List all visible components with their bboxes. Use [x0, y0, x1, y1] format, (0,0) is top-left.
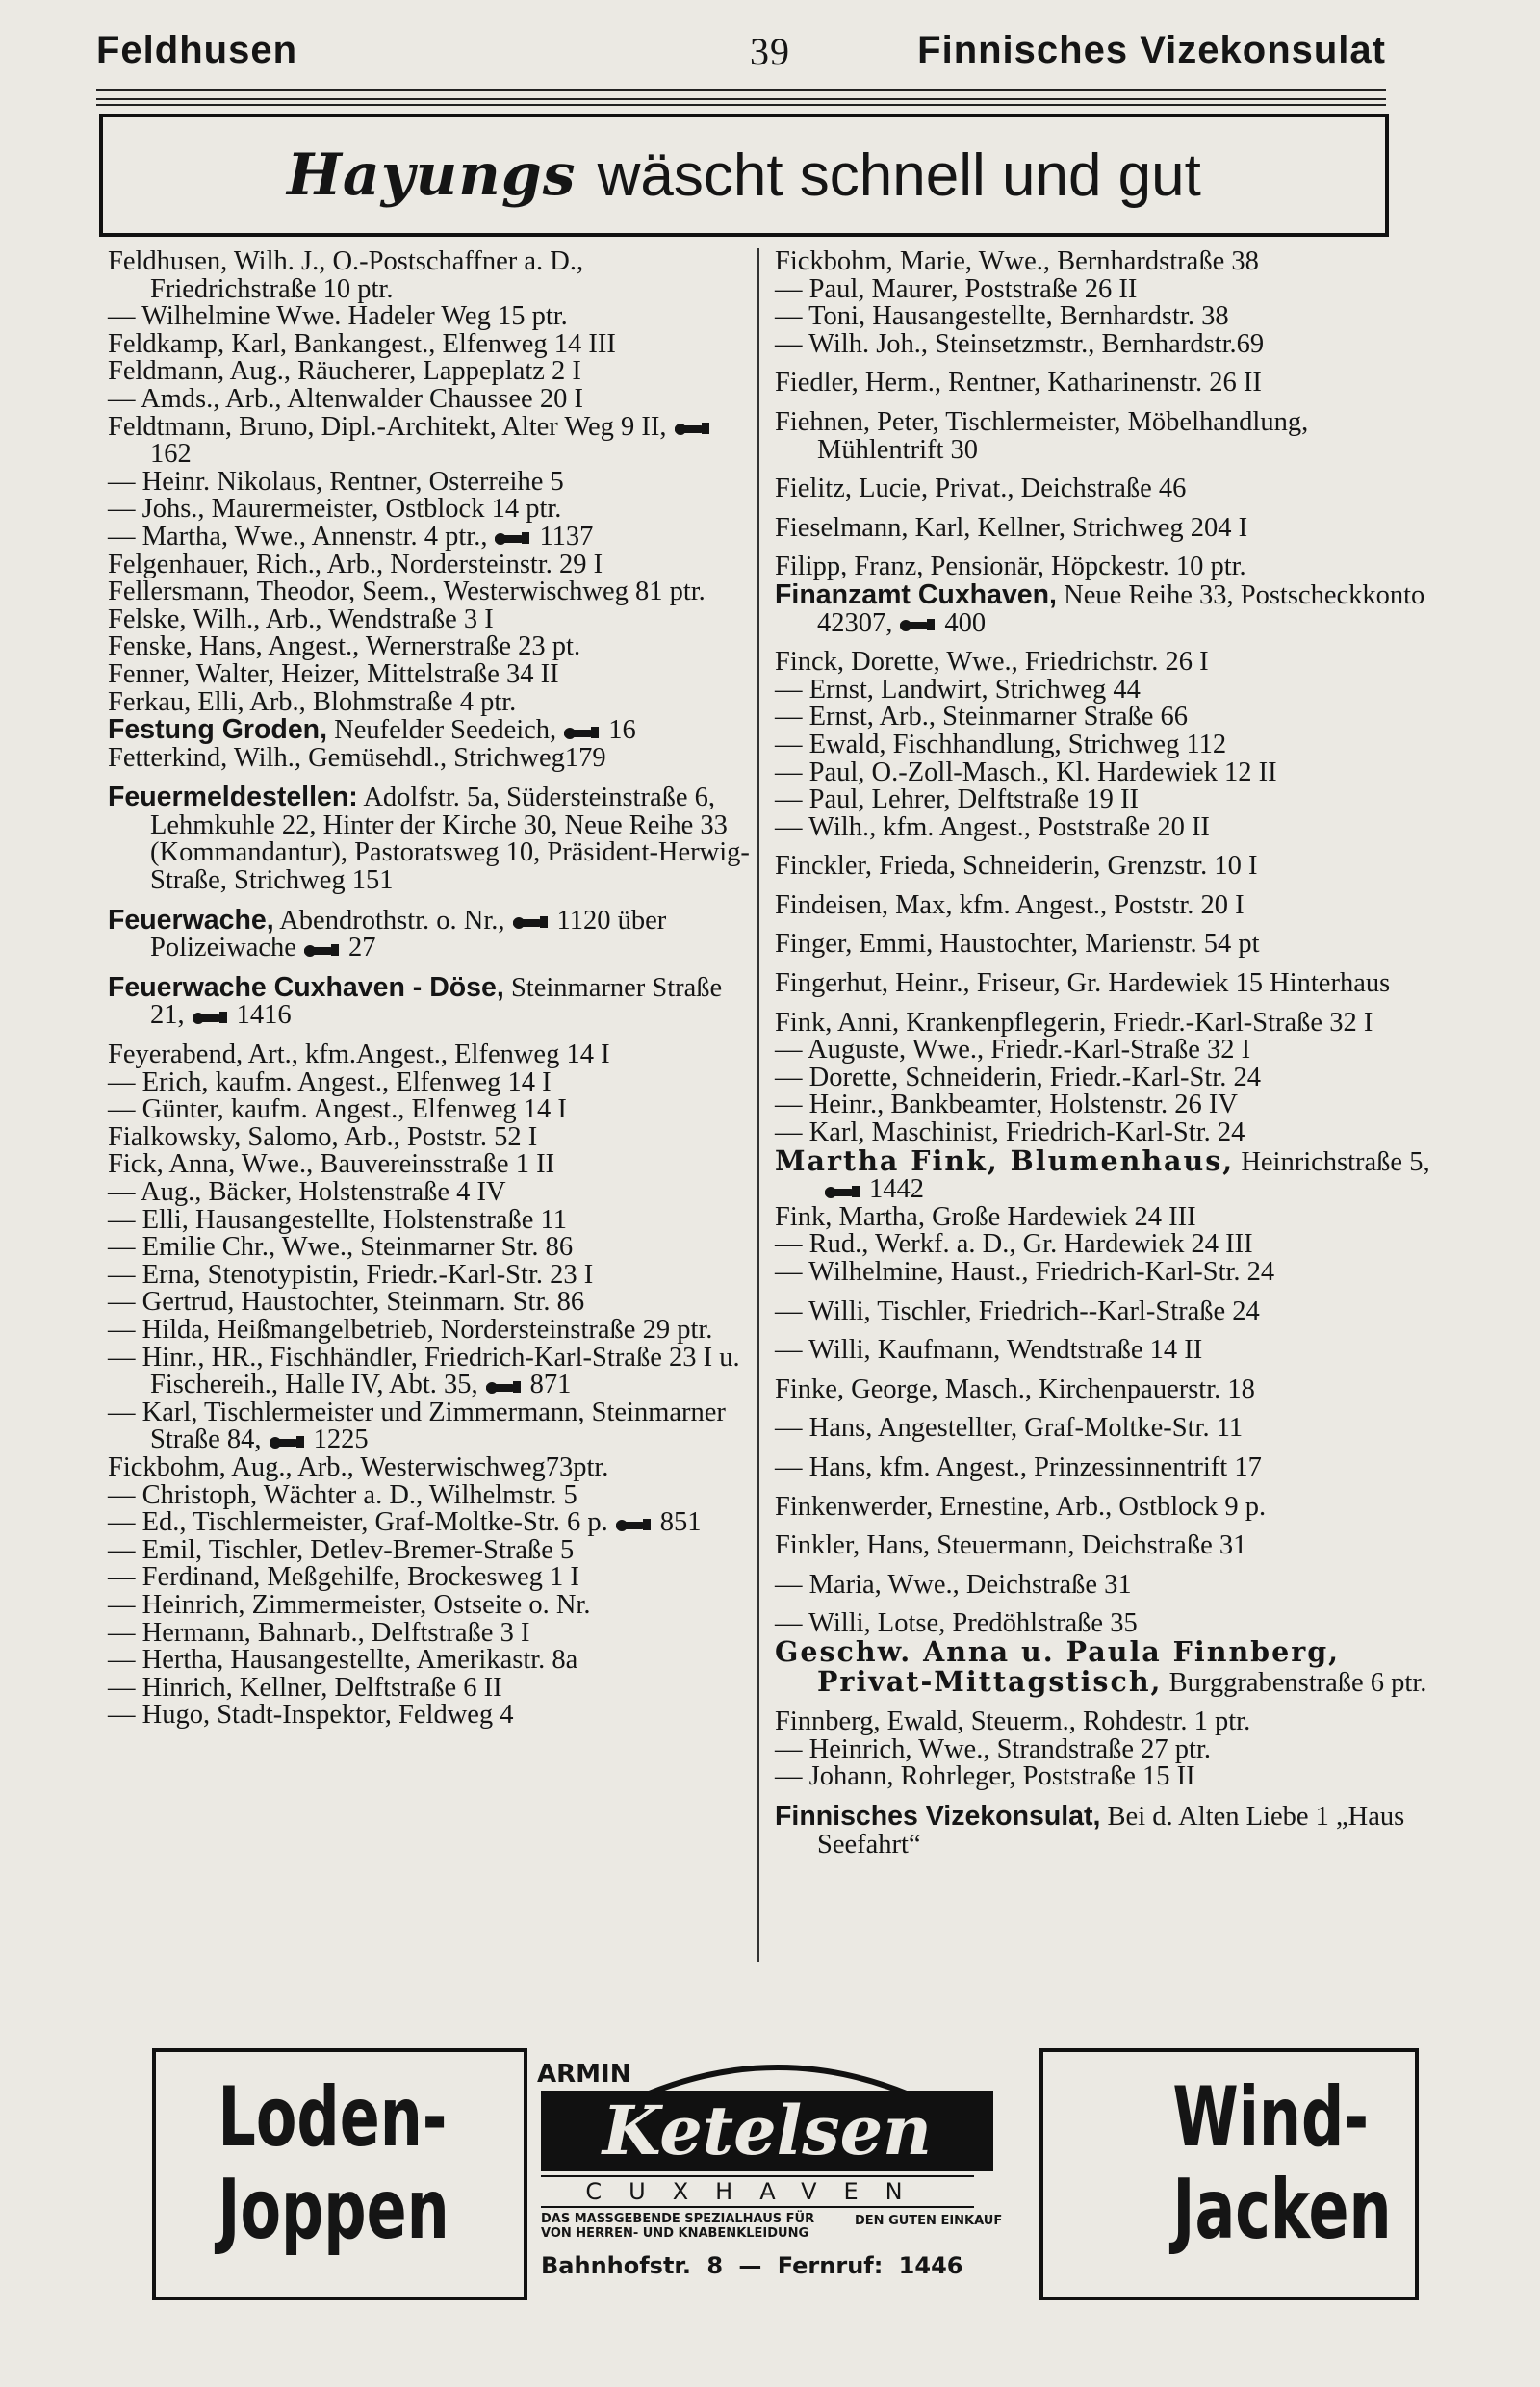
ad-slogan-left: DAS MASSGEBENDE SPEZIALHAUS FÜR VON HERREN- UND KNABENKLEIDUNG — [541, 2212, 815, 2241]
directory-entry — [108, 248, 753, 303]
directory-entry — [108, 971, 753, 1031]
entry-text: Fingerhut, Heinr., Friseur, Gr. Hardewiek 15 Hinterhaus — [775, 968, 1391, 999]
phone-number: 16 — [608, 715, 636, 746]
directory-entry — [108, 1534, 753, 1565]
directory-entry — [775, 1532, 1439, 1560]
entry-text: — Günter, kaufm. Angest., Elfenweg 14 I — [108, 1094, 567, 1125]
directory-entry — [108, 742, 753, 773]
directory-entry — [775, 512, 1439, 543]
directory-entry — [775, 1763, 1439, 1791]
directory-entry — [775, 1201, 1439, 1232]
entry-advert-name: Martha Fink, Blumenhaus, — [775, 1143, 1235, 1177]
entry-text: Filipp, Franz, Pensionär, Höpckestr. 10 ptr. — [775, 552, 1246, 582]
entry-text: — Gertrud, Haustochter, Steinmarn. Str. 86 — [108, 1287, 585, 1318]
entry-text: Burggrabenstraße 6 ptr. — [1168, 1667, 1427, 1698]
entry-text: Finckler, Frieda, Schneiderin, Grenzstr. 10 I — [775, 851, 1258, 882]
ad-slogan-right: DEN GUTEN EINKAUF — [855, 2214, 1003, 2228]
telephone-icon — [898, 616, 938, 633]
header-rule — [96, 104, 1386, 106]
entry-text: — Wilh., kfm. Angest., Poststraße 20 II — [775, 811, 1210, 842]
entry-text: Fialkowsky, Salomo, Arb., Poststr. 52 I — [108, 1121, 538, 1152]
phone-number: 27 — [347, 933, 376, 963]
directory-entry — [775, 970, 1439, 998]
phone-number: 1416 — [236, 1000, 292, 1031]
directory-entry — [108, 1041, 753, 1069]
entry-text: — Martha, Wwe., Annenstr. 4 ptr., — [108, 521, 488, 552]
entry-text: — Emilie Chr., Wwe., Steinmarner Str. 86 — [108, 1232, 574, 1263]
telephone-icon — [823, 1183, 863, 1200]
directory-entry — [108, 1259, 753, 1290]
directory-entry — [775, 303, 1439, 331]
entry-text: — Hilda, Heißmangelbetrieb, Nordersteinstraße 29 ptr. — [108, 1314, 713, 1345]
ad-armin: ARMIN — [537, 2060, 631, 2089]
ad-center-panel — [524, 2048, 1043, 2300]
directory-entry — [108, 1096, 753, 1124]
entry-text: — Erich, kaufm. Angest., Elfenweg 14 I — [108, 1066, 552, 1097]
entry-text: Steinmarner Straße 21, — [150, 972, 723, 1031]
entry-text: — Hans, Angestellter, Graf-Moltke-Str. 11 — [775, 1413, 1244, 1444]
entry-text: — Toni, Hausangestellte, Bernhardstr. 38 — [775, 301, 1229, 332]
directory-entry — [108, 1672, 753, 1703]
directory-entry — [775, 406, 1439, 465]
entry-text: — Elli, Hausangestellte, Holstenstraße 11 — [108, 1204, 567, 1235]
bottom-advertisement — [152, 2048, 1419, 2300]
entry-bold-name: Finnisches Vizekonsulat, — [775, 1800, 1101, 1832]
directory-entry — [775, 729, 1439, 759]
telephone-icon — [562, 724, 603, 741]
telephone-icon — [191, 1009, 231, 1026]
directory-entry — [108, 1066, 753, 1097]
directory-entry — [108, 1564, 753, 1592]
entry-text: Fick, Anna, Wwe., Bauvereinsstraße 1 II — [108, 1149, 555, 1180]
directory-entry — [775, 1007, 1439, 1038]
telephone-icon — [268, 1433, 308, 1450]
directory-entry — [108, 328, 753, 359]
directory-entry — [775, 1298, 1439, 1326]
ad-city: CUXHAVEN — [541, 2175, 974, 2208]
entry-text: Fenner, Walter, Heizer, Mittelstraße 34 II — [108, 658, 559, 689]
entry-text: Finger, Emmi, Haustochter, Marienstr. 54 pt — [775, 929, 1260, 960]
entry-text: — Wilhelmine, Haust., Friedrich-Karl-Str. 24 — [775, 1257, 1275, 1287]
directory-entry — [775, 1337, 1439, 1365]
directory-entry — [108, 633, 753, 661]
directory-entry — [775, 1037, 1439, 1065]
entry-text: — Hans, kfm. Angest., Prinzessinnentrift 17 — [775, 1451, 1262, 1482]
entry-text: — Dorette, Schneiderin, Friedr.-Karl-Str. 24 — [775, 1062, 1261, 1092]
entry-text: Feldhusen, Wilh. J., O.-Postschaffner a. D., Friedrichstraße 10 ptr. — [108, 246, 584, 304]
directory-entry — [108, 658, 753, 689]
running-header-left: Feldhusen — [96, 29, 298, 71]
directory-entry — [775, 674, 1439, 705]
entry-text: — Emil, Tischler, Detlev-Bremer-Straße 5 — [108, 1534, 575, 1565]
entry-text: — Karl, Tischlermeister und Zimmermann, Steinmarner Straße 84, — [108, 1397, 726, 1455]
directory-entry — [775, 553, 1439, 581]
directory-entry — [108, 303, 753, 331]
ad-right-line1: Wind- — [1172, 2069, 1370, 2166]
banner-tagline: wäscht schnell und gut — [597, 141, 1201, 209]
header-rule — [96, 98, 1386, 100]
entry-text: Abendrothstr. o. Nr., — [279, 905, 505, 936]
entry-text: Neufelder Seedeich, — [334, 715, 557, 746]
directory-entry — [775, 248, 1439, 276]
running-header-right: Finnisches Vizekonsulat — [917, 29, 1386, 71]
entry-text: — Willi, Kaufmann, Wendtstraße 14 II — [775, 1335, 1203, 1366]
entry-text: — Christoph, Wächter a. D., Wilhelmstr. 5 — [108, 1479, 578, 1510]
directory-entry — [108, 1151, 753, 1179]
directory-entry — [108, 783, 753, 894]
telephone-icon — [302, 941, 343, 959]
phone-number: 1137 — [539, 521, 594, 552]
directory-entry — [775, 1491, 1439, 1522]
entry-text: Bei d. Alten Liebe 1 „Haus Seefahrt“ — [817, 1801, 1405, 1860]
directory-entry — [775, 889, 1439, 920]
telephone-icon — [614, 1516, 654, 1533]
entry-text: — Hermann, Bahnarb., Delftstraße 3 I — [108, 1617, 530, 1648]
directory-entry — [775, 273, 1439, 304]
directory-entry — [108, 1479, 753, 1510]
directory-entry — [108, 1234, 753, 1262]
phone-number: 162 — [150, 439, 192, 470]
directory-entry — [775, 931, 1439, 959]
entry-text: Fenske, Hans, Angest., Wernerstraße 23 pt. — [108, 631, 581, 662]
entry-text: — Paul, Maurer, Poststraße 26 II — [775, 273, 1138, 304]
entry-text: — Heinrich, Zimmermeister, Ostseite o. Nr. — [108, 1589, 591, 1620]
phone-number: 1442 — [869, 1174, 924, 1205]
ad-right-panel — [1172, 2069, 1392, 2258]
entry-text: Fink, Martha, Große Hardewiek 24 III — [775, 1201, 1196, 1232]
directory-entry — [775, 1119, 1439, 1147]
entry-text: Finkenwerder, Ernestine, Arb., Ostblock 9 p. — [775, 1491, 1267, 1522]
directory-entry — [108, 686, 753, 717]
directory-entry — [775, 328, 1439, 359]
entry-text: Finnberg, Ewald, Steuerm., Rohdestr. 1 ptr. — [775, 1707, 1251, 1737]
directory-entry — [108, 1179, 753, 1207]
directory-entry — [775, 578, 1439, 638]
directory-entry — [775, 704, 1439, 732]
entry-text: Fiehnen, Peter, Tischlermeister, Möbelhandlung, Mühlentrift 30 — [775, 406, 1309, 465]
phone-number: 1120 — [556, 905, 611, 936]
entry-text: Finck, Dorette, Wwe., Friedrichstr. 26 I — [775, 647, 1209, 678]
ad-left-panel — [218, 2069, 449, 2258]
header-rule — [96, 89, 1386, 91]
entry-text: Fielitz, Lucie, Privat., Deichstraße 46 — [775, 474, 1187, 504]
directory-entry — [775, 1143, 1439, 1205]
entry-text: Heinrichstraße 5, — [1241, 1146, 1430, 1177]
directory-entry — [108, 496, 753, 524]
banner-brand: Hayungs — [287, 141, 577, 209]
entry-text: — Ferdinand, Meßgehilfe, Brockesweg 1 I — [108, 1562, 579, 1593]
directory-entry — [108, 1314, 753, 1345]
entry-bold-name: Feuerwache, — [108, 904, 274, 936]
directory-entry — [108, 549, 753, 579]
directory-entry — [775, 1634, 1439, 1698]
top-advertisement-banner — [99, 114, 1389, 237]
left-column — [108, 248, 753, 1730]
directory-entry — [775, 1259, 1439, 1287]
entry-text: — Amds., Arb., Altenwalder Chaussee 20 I — [108, 383, 583, 414]
directory-entry — [108, 1451, 753, 1482]
entry-text: — Rud., Werkf. a. D., Gr. Hardewiek 24 III — [775, 1229, 1253, 1260]
entry-bold-name: Feuermeldestellen: — [108, 782, 358, 813]
directory-entry — [775, 1231, 1439, 1259]
entry-text: — Heinrich, Wwe., Strandstraße 27 ptr. — [775, 1733, 1211, 1764]
telephone-icon — [484, 1378, 525, 1396]
directory-entry — [775, 1800, 1439, 1860]
entry-text: — Ewald, Fischhandlung, Strichweg 112 — [775, 729, 1227, 759]
directory-entry — [775, 649, 1439, 677]
directory-entry — [108, 1342, 753, 1400]
entry-text: Fickbohm, Marie, Wwe., Bernhardstraße 38 — [775, 246, 1259, 276]
directory-entry — [775, 1415, 1439, 1443]
entry-text: — Ernst, Landwirt, Strichweg 44 — [775, 674, 1141, 705]
entry-text: — Wilhelmine Wwe. Hadeler Weg 15 ptr. — [108, 301, 568, 332]
entry-text: — Erna, Stenotypistin, Friedr.-Karl-Str. 23 I — [108, 1259, 594, 1290]
directory-entry — [108, 521, 753, 552]
entry-text: — Hinr., HR., Fischhändler, Friedrich-Karl-Straße 23 I u. Fischereih., Halle IV, Abt. 35, — [108, 1342, 740, 1400]
directory-entry — [775, 1708, 1439, 1736]
right-column — [775, 248, 1439, 1859]
page-number: 39 — [750, 30, 790, 73]
entry-text: — Ed., Tischlermeister, Graf-Moltke-Str. 6 p. — [108, 1507, 608, 1538]
directory-entry — [108, 603, 753, 634]
directory-entry — [108, 1702, 753, 1730]
directory-entry — [108, 358, 753, 386]
directory-entry — [108, 1647, 753, 1675]
entry-text: Fiedler, Herm., Rentner, Katharinenstr. 26 II — [775, 368, 1262, 398]
entry-text: Feldkamp, Karl, Bankangest., Elfenweg 14 III — [108, 328, 616, 359]
entry-text: Feyerabend, Art., kfm.Angest., Elfenweg 14 I — [108, 1040, 610, 1070]
entry-text: — Heinr. Nikolaus, Rentner, Osterreihe 5 — [108, 466, 564, 497]
directory-entry — [108, 383, 753, 414]
ad-left-line1: Loden- — [218, 2069, 448, 2166]
entry-text: Feldtmann, Bruno, Dipl.-Architekt, Alter Weg 9 II, — [108, 411, 667, 442]
directory-entry — [775, 475, 1439, 503]
entry-text: Neue Reihe 33, Postscheckkonto 42307, — [817, 579, 1425, 638]
entry-text-continued: über Polizeiwache — [150, 905, 667, 963]
entry-text: Finke, George, Masch., Kirchenpauerstr. 18 — [775, 1373, 1255, 1404]
directory-entry — [775, 811, 1439, 842]
entry-text: — Hinrich, Kellner, Delftstraße 6 II — [108, 1672, 502, 1703]
directory-entry — [775, 1569, 1439, 1600]
entry-text: Fink, Anni, Krankenpflegerin, Friedr.-Karl-Straße 32 I — [775, 1007, 1373, 1038]
entry-text: — Paul, Lehrer, Delftstraße 19 II — [775, 784, 1139, 815]
directory-entry — [775, 1373, 1439, 1404]
entry-text: Finkler, Hans, Steuermann, Deichstraße 31 — [775, 1530, 1247, 1561]
entry-bold-name: Feuerwache Cuxhaven - Döse, — [108, 971, 504, 1003]
entry-text: Fellersmann, Theodor, Seem., Westerwischweg 81 ptr. — [108, 577, 706, 607]
directory-entry — [108, 1121, 753, 1152]
telephone-icon — [673, 420, 713, 437]
entry-text: — Heinr., Bankbeamter, Holstenstr. 26 IV — [775, 1090, 1238, 1120]
directory-entry — [775, 1733, 1439, 1764]
phone-number: 871 — [529, 1370, 572, 1400]
phone-number: 851 — [659, 1507, 702, 1538]
directory-entry — [108, 466, 753, 497]
column-divider — [757, 248, 759, 1962]
entry-text: Fieselmann, Karl, Kellner, Strichweg 204 I — [775, 512, 1248, 543]
phone-number: 400 — [944, 607, 987, 638]
directory-entry — [775, 853, 1439, 881]
directory-entry — [775, 1062, 1439, 1092]
directory-entry — [108, 578, 753, 606]
directory-entry — [108, 1617, 753, 1648]
directory-entry — [108, 716, 753, 745]
ad-address: Bahnhofstr. 8 — Fernruf: 1446 — [541, 2252, 963, 2279]
directory-entry — [108, 904, 753, 963]
directory-entry — [775, 1451, 1439, 1482]
directory-entry — [108, 1509, 753, 1537]
directory-entry — [108, 1204, 753, 1235]
entry-text: — Maria, Wwe., Deichstraße 31 — [775, 1569, 1132, 1600]
directory-entry — [108, 1289, 753, 1317]
entry-text: — Johann, Rohrleger, Poststraße 15 II — [775, 1761, 1195, 1792]
directory-entry — [108, 1399, 753, 1454]
ad-left-line2: Joppen — [218, 2162, 449, 2258]
entry-bold-name: Finanzamt Cuxhaven, — [775, 578, 1057, 610]
entry-text: Felgenhauer, Rich., Arb., Norderstеinstr. 29 I — [108, 549, 603, 579]
telephone-icon — [511, 913, 552, 931]
entry-text: Ferkau, Elli, Arb., Blohmstraße 4 ptr. — [108, 686, 517, 717]
entry-advert-name: Geschw. Anna u. Paula Finnberg, Privat-Mittagstisch, — [775, 1634, 1341, 1698]
entry-text: Fetterkind, Wilh., Gemüsehdl., Strichweg179 — [108, 742, 606, 773]
ad-right-line2: Jacken — [1172, 2162, 1392, 2258]
directory-entry — [775, 759, 1439, 787]
entry-text: — Willi, Lotse, Predöhlstraße 35 — [775, 1608, 1138, 1639]
entry-text: Fickbohm, Aug., Arb., Westerwischweg73ptr. — [108, 1451, 609, 1482]
entry-text: — Auguste, Wwe., Friedr.-Karl-Straße 32 I — [775, 1035, 1251, 1065]
directory-entry — [775, 370, 1439, 398]
entry-text: — Johs., Maurermeister, Ostblock 14 ptr. — [108, 494, 562, 525]
entry-text: Findeisen, Max, kfm. Angest., Poststr. 20 I — [775, 889, 1245, 920]
ad-logo: Ketelsen — [541, 2091, 993, 2171]
directory-entry — [775, 1091, 1439, 1119]
entry-text: — Wilh. Joh., Steinsetzmstr., Bernhardstr.69 — [775, 328, 1265, 359]
entry-text: Adolfstr. 5a, Südersteinstraße 6, Lehmkuhle 22, Hinter der Kirche 30, Neue Reihe 33 (Kommandantur), Pastoratsweg 10, Präsident-Herwig-Straße, Strichweg 151 — [150, 783, 750, 896]
phone-number: 1225 — [313, 1424, 369, 1455]
entry-text: — Karl, Maschinist, Friedrich-Karl-Str. 24 — [775, 1117, 1245, 1148]
directory-entry — [775, 1610, 1439, 1638]
entry-text: — Ernst, Arb., Steinmarner Straße 66 — [775, 702, 1189, 732]
entry-text: — Paul, O.-Zoll-Masch., Kl. Hardewiek 12 II — [775, 757, 1277, 787]
entry-text: — Hertha, Hausangestellte, Amerikastr. 8a — [108, 1645, 578, 1676]
entry-text: Feldmann, Aug., Räucherer, Lappeplatz 2 I — [108, 356, 581, 387]
directory-entry — [108, 1589, 753, 1620]
directory-entry — [775, 786, 1439, 814]
directory-entry — [108, 411, 753, 470]
entry-text: — Hugo, Stadt-Inspektor, Feldweg 4 — [108, 1700, 514, 1731]
telephone-icon — [493, 529, 533, 547]
entry-text: — Aug., Bäcker, Holstenstraße 4 IV — [108, 1177, 506, 1207]
entry-bold-name: Festung Groden, — [108, 714, 327, 746]
entry-text: — Willi, Tischler, Friedrich--Karl-Straße 24 — [775, 1296, 1260, 1326]
entry-text: Felske, Wilh., Arb., Wendstraße 3 I — [108, 603, 494, 634]
